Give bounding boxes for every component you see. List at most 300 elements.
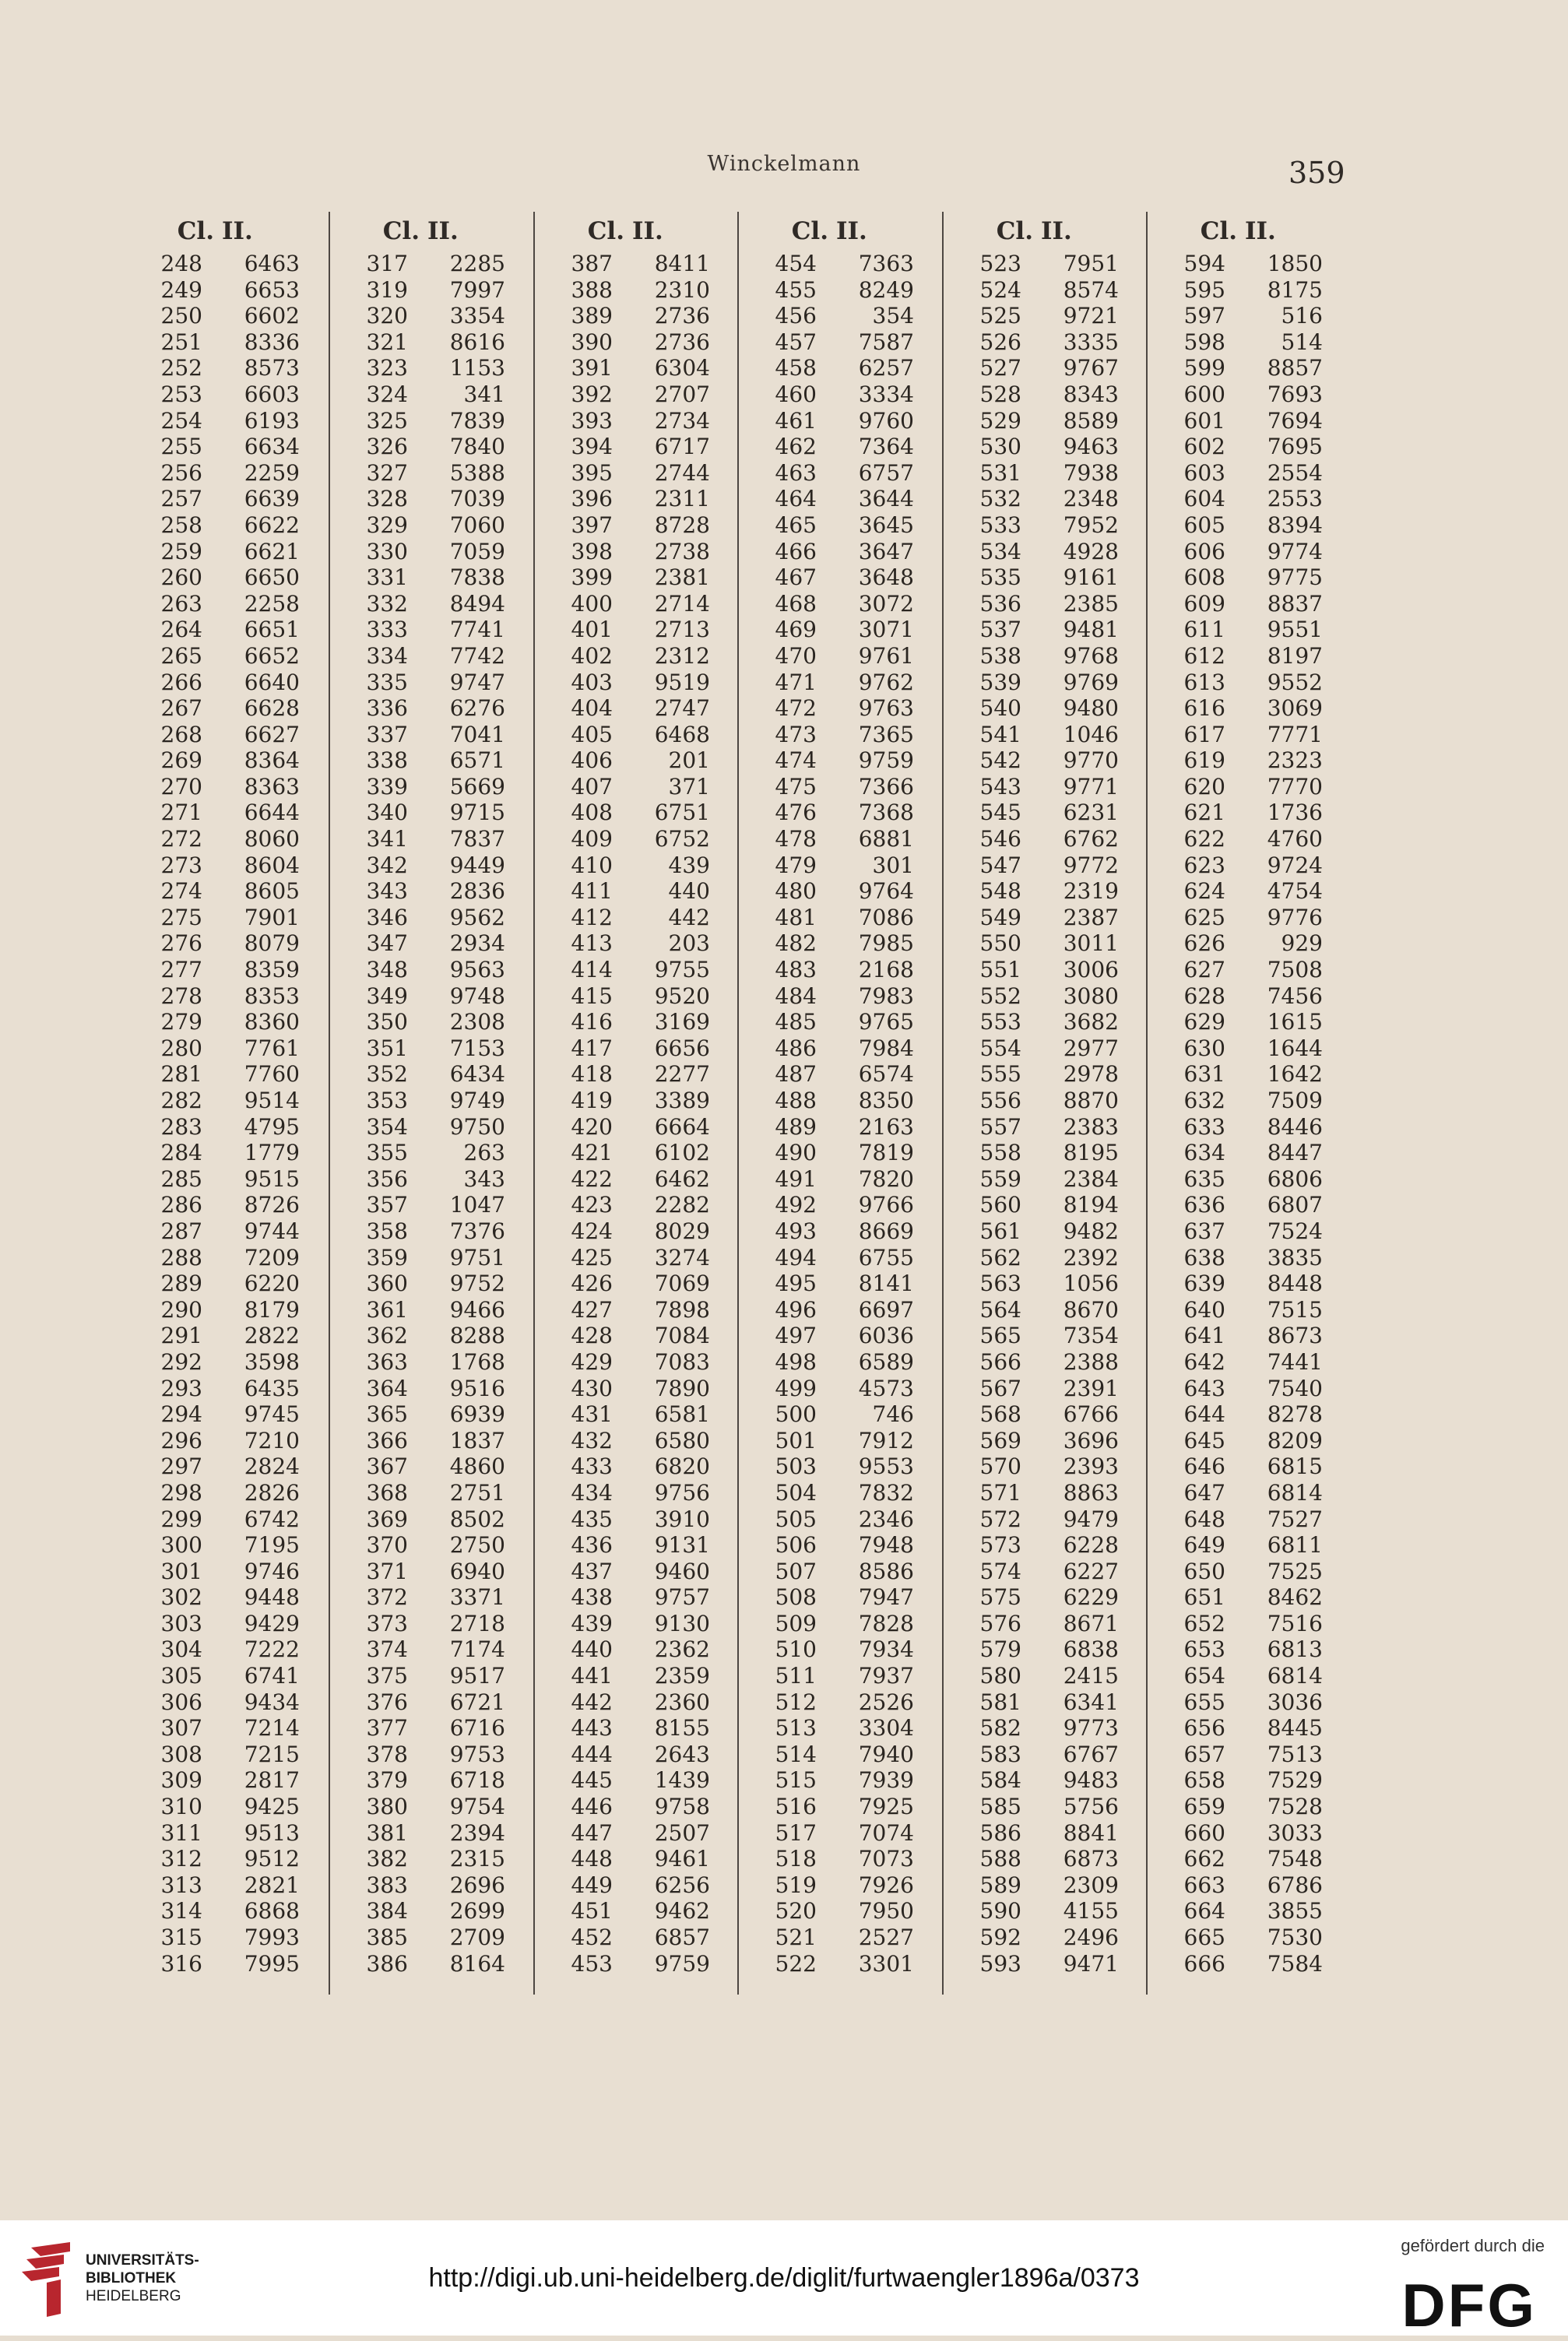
cl-number: 394 xyxy=(571,434,613,460)
ii-number: 8573 xyxy=(244,355,300,381)
ii-number: 8445 xyxy=(1267,1715,1323,1742)
ii-number: 8616 xyxy=(449,329,505,355)
cl-number: 462 xyxy=(775,434,817,460)
cl-number: 313 xyxy=(160,1872,202,1898)
table-row xyxy=(330,1663,534,1689)
table-row xyxy=(330,670,534,696)
table-row xyxy=(739,277,943,304)
table-row xyxy=(1148,460,1352,487)
table-row xyxy=(330,905,534,931)
cl-number: 519 xyxy=(775,1872,817,1898)
ii-number: 7086 xyxy=(858,904,914,930)
cl-number: 553 xyxy=(979,1009,1021,1035)
cl-number: 256 xyxy=(160,459,202,486)
ii-number: 7820 xyxy=(858,1165,914,1192)
table-row xyxy=(330,1035,534,1062)
table-row xyxy=(739,408,943,434)
cl-number: 293 xyxy=(160,1375,202,1401)
table-row xyxy=(1148,1951,1352,1977)
cl-number: 518 xyxy=(775,1846,817,1872)
cl-number: 588 xyxy=(979,1846,1021,1872)
table-row xyxy=(944,1872,1148,1899)
table-row xyxy=(330,930,534,957)
ii-number: 2381 xyxy=(654,564,710,591)
table-row xyxy=(330,1323,534,1349)
table-row xyxy=(944,512,1148,539)
table-row xyxy=(1148,878,1352,905)
cl-number: 335 xyxy=(366,669,408,695)
cl-number: 619 xyxy=(1183,747,1225,774)
table-row xyxy=(535,277,739,304)
cl-number: 654 xyxy=(1183,1663,1225,1689)
cl-number: 550 xyxy=(979,930,1021,957)
table-row xyxy=(535,800,739,826)
ii-number: 2836 xyxy=(449,878,505,905)
table-row xyxy=(1148,1506,1352,1533)
ii-number: 1615 xyxy=(1267,1009,1323,1035)
ii-number: 9482 xyxy=(1063,1218,1119,1244)
ii-number: 9552 xyxy=(1267,669,1323,695)
table-row xyxy=(125,1140,329,1166)
table-row xyxy=(1148,800,1352,826)
cl-number: 259 xyxy=(160,538,202,564)
cl-number: 581 xyxy=(979,1689,1021,1715)
table-row xyxy=(330,878,534,905)
ii-number: 2309 xyxy=(1063,1872,1119,1898)
cl-number: 574 xyxy=(979,1558,1021,1584)
ii-number: 2311 xyxy=(654,486,710,512)
ii-number: 2554 xyxy=(1267,459,1323,486)
cl-number: 557 xyxy=(979,1113,1021,1140)
ii-number: 9161 xyxy=(1063,564,1119,591)
table-row xyxy=(535,251,739,277)
ii-number: 9759 xyxy=(654,1950,710,1977)
ii-number: 9757 xyxy=(654,1584,710,1611)
cl-number: 548 xyxy=(979,878,1021,905)
table-row xyxy=(944,251,1148,277)
ii-number: 6220 xyxy=(244,1271,300,1297)
cl-number: 282 xyxy=(160,1088,202,1113)
table-row xyxy=(944,983,1148,1010)
ii-number: 8574 xyxy=(1063,276,1119,303)
cl-number: 400 xyxy=(571,590,613,617)
table-row xyxy=(944,1636,1148,1663)
cl-number: 438 xyxy=(571,1584,613,1611)
ii-number: 9519 xyxy=(654,669,710,695)
cl-number: 561 xyxy=(979,1218,1021,1244)
cl-number: 339 xyxy=(366,773,408,800)
ii-number: 9758 xyxy=(654,1794,710,1820)
cl-number: 504 xyxy=(775,1479,817,1506)
cl-number: 659 xyxy=(1183,1794,1225,1820)
cl-number: 348 xyxy=(366,957,408,983)
table-row xyxy=(1148,1140,1352,1166)
cl-number: 491 xyxy=(775,1165,817,1192)
ii-number: 8863 xyxy=(1063,1479,1119,1506)
table-row xyxy=(535,1924,739,1951)
table-row xyxy=(944,1506,1148,1533)
table-row xyxy=(739,905,943,931)
table-row xyxy=(535,670,739,696)
ii-number: 3682 xyxy=(1063,1009,1119,1035)
cl-number: 320 xyxy=(366,303,408,329)
ii-number: 6463 xyxy=(244,251,300,276)
column-header-cl: Cl. xyxy=(382,217,420,245)
ii-number: 7819 xyxy=(858,1140,914,1166)
ii-number: 2526 xyxy=(858,1689,914,1715)
table-row xyxy=(739,1323,943,1349)
table-row xyxy=(739,1663,943,1689)
ii-number: 9721 xyxy=(1063,303,1119,329)
table-row xyxy=(944,460,1148,487)
ii-number: 9748 xyxy=(449,982,505,1009)
cl-number: 408 xyxy=(571,800,613,826)
cl-number: 537 xyxy=(979,617,1021,643)
cl-number: 437 xyxy=(571,1558,613,1584)
library-line-3: HEIDELBERG xyxy=(86,2288,181,2304)
ii-number: 7530 xyxy=(1267,1924,1323,1950)
ii-number: 9772 xyxy=(1063,852,1119,878)
table-row xyxy=(1148,957,1352,983)
ii-number: 2258 xyxy=(244,590,300,617)
ii-number: 7934 xyxy=(858,1636,914,1663)
cl-number: 343 xyxy=(366,878,408,905)
cl-number: 598 xyxy=(1183,329,1225,355)
ii-number: 7456 xyxy=(1267,982,1323,1009)
cl-number: 443 xyxy=(571,1715,613,1742)
library-line-1: UNIVERSITÄTS- xyxy=(86,2252,199,2269)
ii-number: 6813 xyxy=(1267,1636,1323,1663)
table-row xyxy=(1148,408,1352,434)
table-row xyxy=(1148,329,1352,356)
table-row xyxy=(125,1715,329,1742)
cl-number: 473 xyxy=(775,721,817,747)
cl-number: 509 xyxy=(775,1610,817,1636)
cl-number: 357 xyxy=(366,1192,408,1218)
ii-number: 7828 xyxy=(858,1610,914,1636)
ii-number: 2713 xyxy=(654,617,710,643)
cl-number: 625 xyxy=(1183,904,1225,930)
table-row xyxy=(535,355,739,381)
cl-number: 303 xyxy=(160,1610,202,1636)
table-row xyxy=(944,1376,1148,1402)
cl-number: 454 xyxy=(775,251,817,276)
cl-number: 383 xyxy=(366,1872,408,1898)
table-row xyxy=(739,1636,943,1663)
cl-number: 428 xyxy=(571,1323,613,1349)
ii-number: 5756 xyxy=(1063,1794,1119,1820)
table-row xyxy=(125,1376,329,1402)
ii-number: 6435 xyxy=(244,1375,300,1401)
ii-number: 6193 xyxy=(244,407,300,434)
ii-number: 7952 xyxy=(1063,511,1119,538)
ii-number: 7073 xyxy=(858,1846,914,1872)
ii-number: 7940 xyxy=(858,1741,914,1767)
cl-number: 575 xyxy=(979,1584,1021,1611)
cl-number: 664 xyxy=(1183,1898,1225,1924)
table-row xyxy=(944,355,1148,381)
table-row xyxy=(330,1767,534,1794)
table-row xyxy=(944,329,1148,356)
ii-number: 7997 xyxy=(449,276,505,303)
table-row xyxy=(535,1376,739,1402)
table-row xyxy=(330,1453,534,1480)
table-column xyxy=(737,212,943,1995)
cl-number: 413 xyxy=(571,930,613,957)
ii-number: 7039 xyxy=(449,486,505,512)
ii-number: 6806 xyxy=(1267,1165,1323,1192)
table-row xyxy=(1148,591,1352,617)
cl-number: 390 xyxy=(571,329,613,355)
cl-number: 539 xyxy=(979,669,1021,695)
table-row xyxy=(125,878,329,905)
cl-number: 391 xyxy=(571,355,613,381)
ii-number: 8060 xyxy=(244,826,300,852)
cl-number: 406 xyxy=(571,747,613,774)
cl-number: 278 xyxy=(160,982,202,1009)
ii-number: 9749 xyxy=(449,1088,505,1113)
table-row xyxy=(330,1559,534,1585)
cl-number: 311 xyxy=(160,1819,202,1846)
ii-number: 3036 xyxy=(1267,1689,1323,1715)
ii-number: 2310 xyxy=(654,276,710,303)
table-row xyxy=(944,486,1148,512)
table-row xyxy=(330,1376,534,1402)
ii-number: 8726 xyxy=(244,1192,300,1218)
cl-number: 272 xyxy=(160,826,202,852)
table-row xyxy=(125,1480,329,1506)
table-row xyxy=(739,1061,943,1088)
ii-number: 2709 xyxy=(449,1924,505,1950)
cl-number: 555 xyxy=(979,1061,1021,1088)
ii-number: 7771 xyxy=(1267,721,1323,747)
table-row xyxy=(330,1820,534,1847)
table-row xyxy=(739,747,943,774)
ii-number: 8364 xyxy=(244,747,300,774)
table-row xyxy=(125,852,329,879)
cl-number: 503 xyxy=(775,1453,817,1480)
cl-number: 455 xyxy=(775,276,817,303)
ii-number: 6228 xyxy=(1063,1532,1119,1559)
table-row xyxy=(1148,852,1352,879)
cl-number: 410 xyxy=(571,852,613,878)
ii-number: 6580 xyxy=(654,1427,710,1453)
cl-number: 350 xyxy=(366,1009,408,1035)
cl-number: 346 xyxy=(366,904,408,930)
table-row xyxy=(330,1636,534,1663)
table-row xyxy=(1148,1532,1352,1559)
cl-number: 534 xyxy=(979,538,1021,564)
table-row xyxy=(739,1245,943,1271)
ii-number: 9479 xyxy=(1063,1506,1119,1532)
ii-number: 9751 xyxy=(449,1244,505,1271)
ii-number: 7222 xyxy=(244,1636,300,1663)
ii-number: 9563 xyxy=(449,957,505,983)
ii-number: 6227 xyxy=(1063,1558,1119,1584)
cl-number: 297 xyxy=(160,1453,202,1480)
permalink-url[interactable]: http://digi.ub.uni-heidelberg.de/diglit/furtwaengler1896a/0373 xyxy=(428,2263,1140,2293)
table-row xyxy=(944,1453,1148,1480)
ii-number: 2934 xyxy=(449,930,505,957)
ii-number: 8353 xyxy=(244,982,300,1009)
cl-number: 269 xyxy=(160,747,202,774)
cl-number: 417 xyxy=(571,1035,613,1061)
table-row xyxy=(330,1218,534,1245)
ii-number: 8857 xyxy=(1267,355,1323,381)
table-row xyxy=(739,1166,943,1193)
ii-number: 7760 xyxy=(244,1061,300,1088)
ii-number: 9744 xyxy=(244,1218,300,1244)
ii-number: 2707 xyxy=(654,381,710,407)
cl-number: 427 xyxy=(571,1296,613,1323)
ii-number: 9466 xyxy=(449,1296,505,1323)
table-row xyxy=(739,617,943,643)
cl-number: 254 xyxy=(160,407,202,434)
ii-number: 7364 xyxy=(858,434,914,460)
ii-number: 6757 xyxy=(858,459,914,486)
ii-number: 8411 xyxy=(654,251,710,276)
cl-number: 398 xyxy=(571,538,613,564)
table-row xyxy=(535,1192,739,1218)
cl-number: 582 xyxy=(979,1715,1021,1742)
cl-number: 572 xyxy=(979,1506,1021,1532)
ii-number: 6628 xyxy=(244,695,300,722)
cl-number: 285 xyxy=(160,1165,202,1192)
ii-number: 2736 xyxy=(654,329,710,355)
footer-bar xyxy=(0,2220,1568,2339)
table-row xyxy=(330,486,534,512)
ii-number: 9773 xyxy=(1063,1715,1119,1742)
ii-number: 9759 xyxy=(858,747,914,774)
ii-number: 6717 xyxy=(654,434,710,460)
table-row xyxy=(125,643,329,670)
cl-number: 559 xyxy=(979,1165,1021,1192)
column-header-cl: Cl. xyxy=(996,217,1033,245)
cl-number: 522 xyxy=(775,1950,817,1977)
table-row xyxy=(330,303,534,329)
table-row xyxy=(330,617,534,643)
cl-number: 360 xyxy=(366,1271,408,1297)
table-row xyxy=(125,1192,329,1218)
cl-number: 528 xyxy=(979,381,1021,407)
ii-number: 7509 xyxy=(1267,1088,1323,1113)
cl-number: 605 xyxy=(1183,511,1225,538)
table-row xyxy=(739,1376,943,1402)
ii-number: 7898 xyxy=(654,1296,710,1323)
table-row xyxy=(125,1506,329,1533)
ii-number: 6786 xyxy=(1267,1872,1323,1898)
table-row xyxy=(535,1715,739,1742)
table-row xyxy=(1148,1245,1352,1271)
ii-number: 1779 xyxy=(244,1140,300,1166)
ii-number: 2643 xyxy=(654,1741,710,1767)
cl-number: 249 xyxy=(160,276,202,303)
ii-number: 7524 xyxy=(1267,1218,1323,1244)
ii-number: 1736 xyxy=(1267,800,1323,826)
cl-number: 416 xyxy=(571,1009,613,1035)
table-row xyxy=(944,1323,1148,1349)
table-row xyxy=(739,1767,943,1794)
ii-number: 9460 xyxy=(654,1558,710,1584)
cl-number: 655 xyxy=(1183,1689,1225,1715)
ii-number: 3910 xyxy=(654,1506,710,1532)
running-head: Winckelmann xyxy=(707,152,861,176)
ii-number: 6939 xyxy=(449,1401,505,1428)
table-row xyxy=(1148,617,1352,643)
cl-number: 521 xyxy=(775,1924,817,1950)
cl-number: 579 xyxy=(979,1636,1021,1663)
cl-number: 573 xyxy=(979,1532,1021,1559)
ii-number: 7985 xyxy=(858,930,914,957)
table-row xyxy=(944,539,1148,565)
cl-number: 616 xyxy=(1183,695,1225,722)
ii-number: 7838 xyxy=(449,564,505,591)
table-row xyxy=(739,1297,943,1323)
ii-number: 2385 xyxy=(1063,590,1119,617)
ii-number: 2415 xyxy=(1063,1663,1119,1689)
cl-number: 274 xyxy=(160,878,202,905)
cl-number: 480 xyxy=(775,878,817,905)
cl-number: 251 xyxy=(160,329,202,355)
table-row xyxy=(125,381,329,408)
cl-number: 325 xyxy=(366,407,408,434)
ii-number: 3335 xyxy=(1063,329,1119,355)
ii-number: 5388 xyxy=(449,459,505,486)
table-row xyxy=(739,983,943,1010)
ii-number: 8462 xyxy=(1267,1584,1323,1611)
ii-number: 6718 xyxy=(449,1767,505,1794)
table-row xyxy=(1148,1428,1352,1454)
cl-number: 310 xyxy=(160,1794,202,1820)
cl-number: 253 xyxy=(160,381,202,407)
table-row xyxy=(535,1061,739,1088)
table-row xyxy=(535,617,739,643)
table-row xyxy=(125,251,329,277)
table-row xyxy=(944,1820,1148,1847)
ii-number: 9512 xyxy=(244,1846,300,1872)
ii-number: 7695 xyxy=(1267,434,1323,460)
table-row xyxy=(125,617,329,643)
ii-number: 2496 xyxy=(1063,1924,1119,1950)
ii-number: 7950 xyxy=(858,1898,914,1924)
cl-number: 352 xyxy=(366,1061,408,1088)
table-row xyxy=(739,800,943,826)
cl-number: 407 xyxy=(571,773,613,800)
table-row xyxy=(944,1846,1148,1872)
ii-number: 3071 xyxy=(858,617,914,643)
column-header xyxy=(1148,212,1352,251)
cl-number: 533 xyxy=(979,511,1021,538)
table-row xyxy=(535,1898,739,1924)
table-row xyxy=(739,695,943,722)
ii-number: 8870 xyxy=(1063,1088,1119,1113)
ii-number: 6820 xyxy=(654,1453,710,1480)
cl-number: 594 xyxy=(1183,251,1225,276)
ii-number: 6341 xyxy=(1063,1689,1119,1715)
table-row xyxy=(739,381,943,408)
table-row xyxy=(1148,1271,1352,1297)
cl-number: 435 xyxy=(571,1506,613,1532)
ii-number: 7515 xyxy=(1267,1296,1323,1323)
ii-number: 6741 xyxy=(244,1663,300,1689)
ii-number: 7939 xyxy=(858,1767,914,1794)
table-row xyxy=(944,1924,1148,1951)
ii-number: 8350 xyxy=(858,1088,914,1113)
table-row xyxy=(739,564,943,591)
table-row xyxy=(535,381,739,408)
cl-number: 635 xyxy=(1183,1165,1225,1192)
cl-number: 250 xyxy=(160,303,202,329)
